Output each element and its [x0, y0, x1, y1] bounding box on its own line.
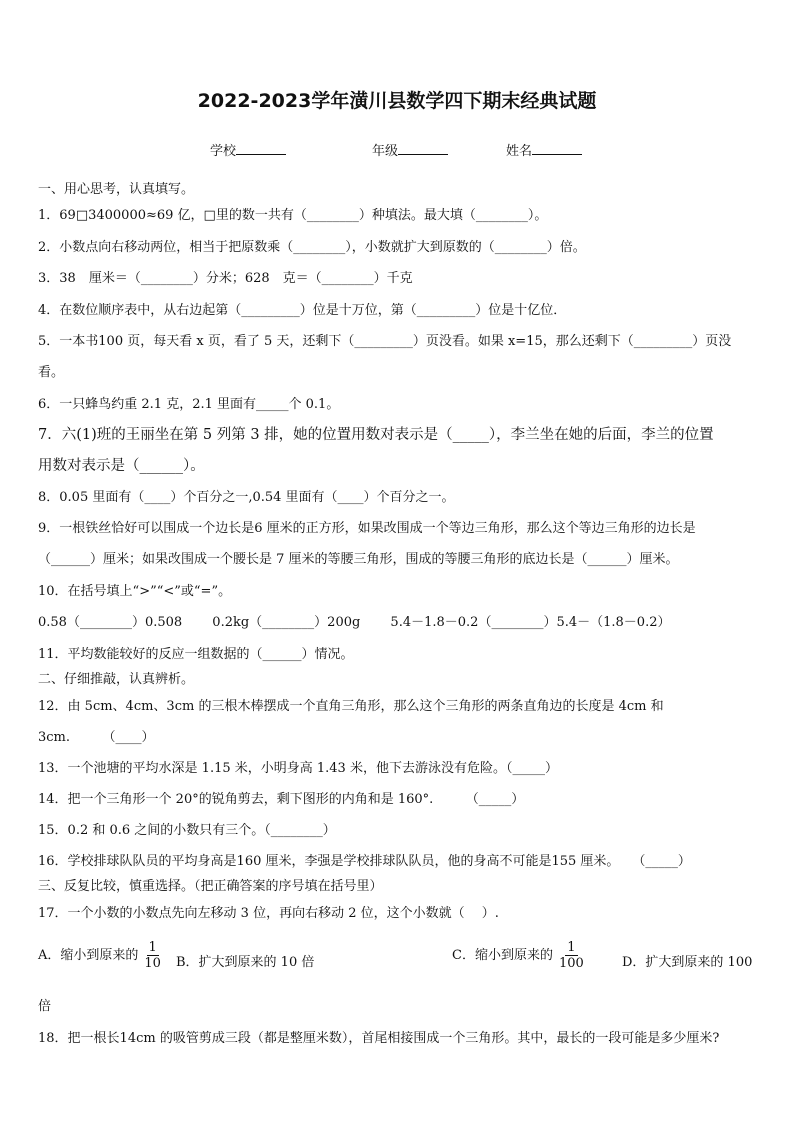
question-15: 15．0.2 和 0.6 之间的小数只有三个。（________） [38, 823, 336, 838]
section-2-heading: 二、仔细推敲，认真辨析。 [38, 672, 195, 687]
question-12-cont: 3cm. （____） [38, 730, 155, 745]
option-d[interactable]: D．扩大到原来的 100 [622, 955, 753, 970]
question-5-cont: 看。 [38, 365, 65, 380]
grade-blank[interactable] [398, 141, 448, 155]
fraction-one-tenth [142, 940, 163, 971]
option-a-text: A．缩小到原来的 [38, 948, 139, 963]
question-4: 4．在数位顺序表中，从右边起第（_________）位是十万位，第（_________）位是十亿位． [38, 303, 567, 318]
section-1-heading: 一、用心思考，认真填写。 [38, 182, 195, 197]
question-14: 14．把一个三角形一个 20°的锐角剪去，剩下图形的内角和是 160°. （_____） [38, 792, 525, 807]
page-title: 2022-2023学年潢川县数学四下期末经典试题 [197, 90, 597, 112]
question-10-items: 0.58（________）0.508 0.2kg（________）200g 5.4－1.8－0.2（________）5.4－（1.8－0.2） [38, 615, 671, 630]
fraction-denominator: 100 [558, 956, 584, 971]
name-blank[interactable] [532, 141, 582, 155]
question-13: 13．一个池塘的平均水深是 1.15 米，小明身高 1.43 米，他下去游泳没有危险。（_____） [38, 761, 558, 776]
option-a[interactable] [38, 940, 167, 971]
question-1: 1．69□3400000≈69 亿，□里的数一共有（________）种填法。最大填（________）。 [38, 208, 548, 223]
school-label: 学校 [210, 144, 237, 159]
question-6: 6．一只蜂鸟约重 2.1 克，2.1 里面有_____个 0.1。 [38, 397, 340, 412]
option-c-text: C．缩小到原来的 [452, 948, 553, 963]
name-field[interactable] [506, 140, 582, 159]
fraction-numerator: 1 [148, 940, 157, 955]
section-3-heading: 三、反复比较，慎重选择。（把正确答案的序号填在括号里） [38, 879, 383, 894]
option-b[interactable]: B．扩大到原来的 10 倍 [176, 955, 315, 970]
question-5: 5．一本书100 页，每天看 x 页，看了 5 天，还剩下（_________）页没看。如果 x=15，那么还剩下（_________）页没 [38, 334, 732, 349]
school-blank[interactable] [236, 141, 286, 155]
question-2: 2．小数点向右移动两位，相当于把原数乘（________），小数就扩大到原数的（________）倍。 [38, 240, 586, 255]
question-12: 12．由 5cm、4cm、3cm 的三根木棒摆成一个直角三角形，那么这个三角形的两条直角边的长度是 4cm 和 [38, 699, 664, 714]
grade-label: 年级 [372, 144, 399, 159]
question-7: 7．六(1)班的王丽坐在第 5 列第 3 排，她的位置用数对表示是（_____），李兰坐在她的后面，李兰的位置 [38, 427, 714, 443]
fraction-numerator: 1 [567, 940, 576, 955]
question-3: 3．38 厘米＝（________）分米；628 克＝（________）千克 [38, 271, 413, 286]
question-9: 9．一根铁丝恰好可以围成一个边长是6 厘米的正方形，如果改围成一个等边三角形，那么这个等边三角形的边长是 [38, 521, 696, 536]
name-label: 姓名 [506, 144, 533, 159]
question-11: 11．平均数能较好的反应一组数据的（______）情况。 [38, 647, 354, 662]
fraction-one-hundredth [557, 940, 586, 971]
question-10: 10．在括号填上“>”“<”或“=”。 [38, 584, 232, 599]
option-c[interactable] [452, 940, 590, 971]
question-8: 8．0.05 里面有（____）个百分之一,0.54 里面有（____）个百分之一。 [38, 490, 455, 505]
school-field[interactable] [210, 140, 286, 159]
question-17: 17．一个小数的小数点先向左移动 3 位，再向右移动 2 位，这个小数就（ ）. [38, 906, 499, 921]
question-7-cont: 用数对表示是（______）。 [38, 458, 205, 474]
question-18: 18．把一根长14cm 的吸管剪成三段（都是整厘米数），首尾相接围成一个三角形。其中，最长的一段可能是多少厘米? [38, 1031, 720, 1046]
question-16: 16．学校排球队队员的平均身高是160 厘米，李强是学校排球队队员，他的身高不可能是155 厘米。 （_____） [38, 854, 691, 869]
fraction-denominator: 10 [144, 956, 161, 971]
question-9-cont: （______）厘米；如果改围成一个腰长是 7 厘米的等腰三角形，围成的等腰三角形的底边长是（______）厘米。 [38, 552, 679, 567]
option-d-cont: 倍 [38, 999, 52, 1014]
grade-field[interactable] [372, 140, 448, 159]
